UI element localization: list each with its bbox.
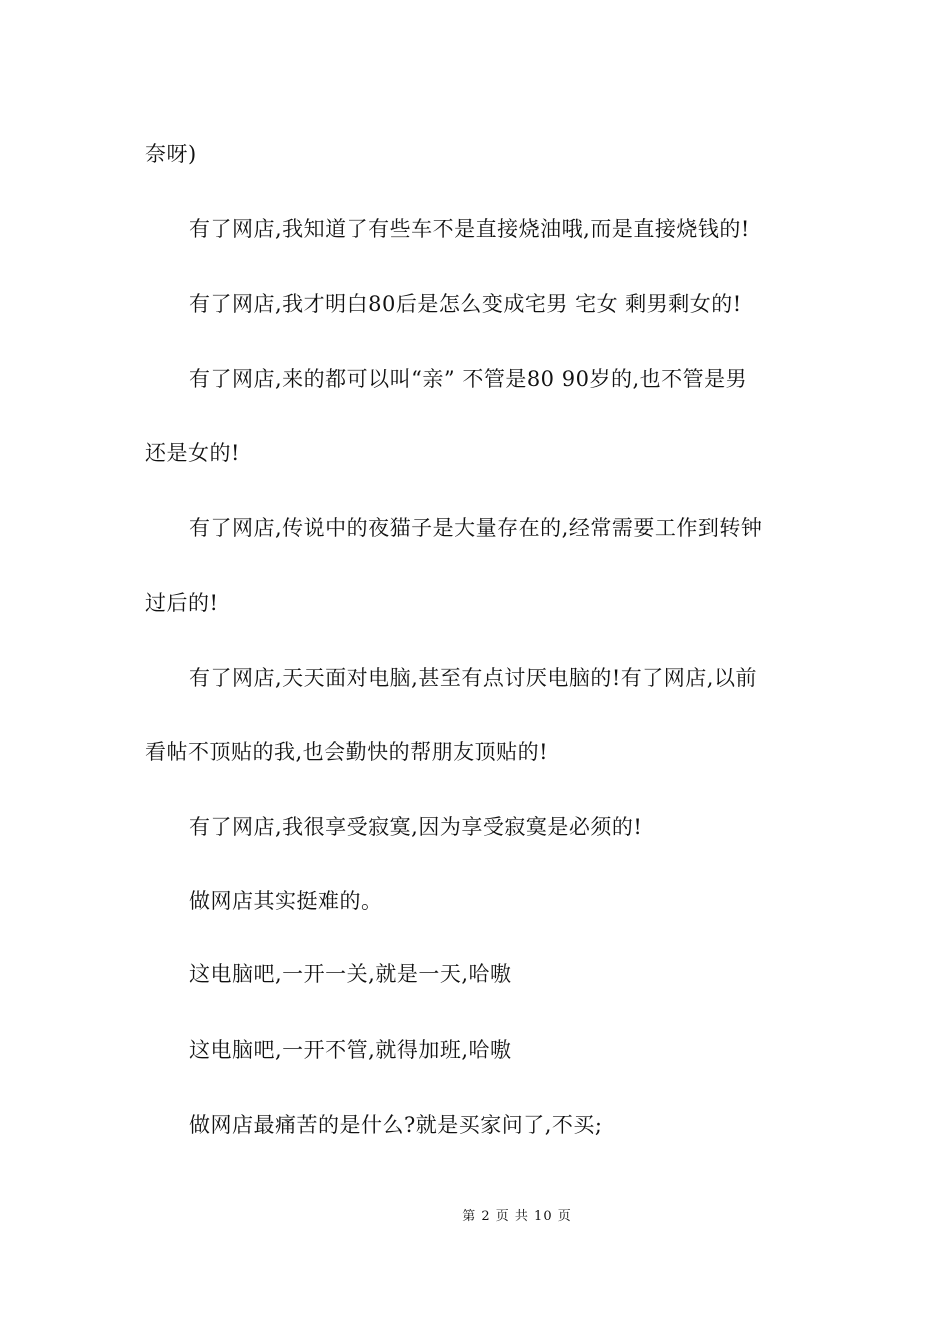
text-line: 看帖不顶贴的我,也会勤快的帮朋友顶贴的! — [145, 740, 549, 764]
text-line: 有了网店,我知道了有些车不是直接烧油哦,而是直接烧钱的! — [189, 217, 750, 241]
text-line: 这电脑吧,一开不管,就得加班,哈嗷 — [189, 1038, 512, 1062]
text-line: 有了网店,我才明白80后是怎么变成宅男 宅女 剩男剩女的! — [189, 292, 742, 316]
text-line: 做网店最痛苦的是什么?就是买家问了,不买; — [189, 1113, 603, 1137]
text-line: 有了网店,天天面对电脑,甚至有点讨厌电脑的!有了网店,以前 — [189, 666, 757, 690]
text-line: 有了网店,来的都可以叫“亲” 不管是80 90岁的,也不管是男 — [189, 367, 748, 391]
text-line: 还是女的! — [145, 441, 240, 465]
text-line: 过后的! — [145, 591, 219, 615]
text-line: 这电脑吧,一开一关,就是一天,哈嗷 — [189, 962, 512, 986]
text-line: 奈呀) — [145, 142, 197, 166]
text-line: 有了网店,我很享受寂寞,因为享受寂寞是必须的! — [189, 815, 643, 839]
text-line: 做网店其实挺难的。 — [189, 889, 383, 913]
text-line: 有了网店,传说中的夜猫子是大量存在的,经常需要工作到转钟 — [189, 516, 763, 540]
page-number-footer: 第 2 页 共 10 页 — [462, 1209, 572, 1224]
